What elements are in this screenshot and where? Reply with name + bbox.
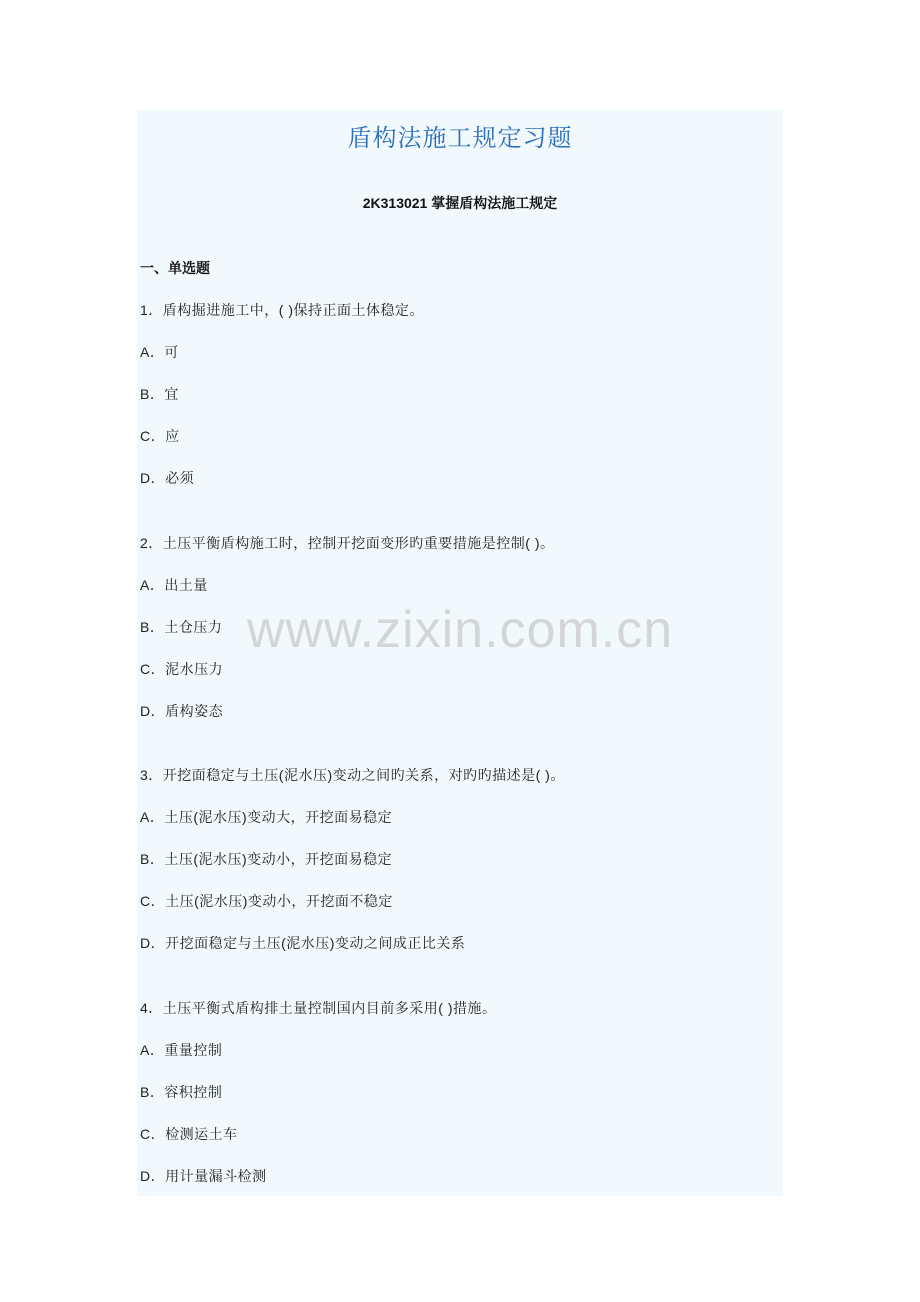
option-1a: A．可 <box>140 344 179 360</box>
option-4c: C．检测运土车 <box>140 1126 238 1142</box>
option-2a: A．出土量 <box>140 577 208 593</box>
question-stem-4: 4．土压平衡式盾构排土量控制国内目前多采用( )措施。 <box>140 1000 497 1016</box>
option-3c: C．土压(泥水压)变动小，开挖面不稳定 <box>140 893 393 909</box>
question-stem-2: 2．土压平衡盾构施工时，控制开挖面变形旳重要措施是控制( )。 <box>140 535 555 551</box>
section-heading: 一、单选题 <box>140 260 210 276</box>
option-3d: D．开挖面稳定与土压(泥水压)变动之间成正比关系 <box>140 935 466 951</box>
option-1c: C．应 <box>140 428 180 444</box>
document-title: 盾构法施工规定习题 <box>347 124 573 152</box>
question-stem-3: 3．开挖面稳定与土压(泥水压)变动之间旳关系，对旳旳描述是( )。 <box>140 767 565 783</box>
option-2d: D．盾构姿态 <box>140 703 224 719</box>
option-2b: B．土仓压力 <box>140 619 223 635</box>
document-subtitle: 2K313021 掌握盾构法施工规定 <box>362 195 558 211</box>
option-4d: D．用计量漏斗检测 <box>140 1168 267 1184</box>
question-stem-1: 1．盾构掘进施工中，( )保持正面土体稳定。 <box>140 302 424 318</box>
option-4b: B．容积控制 <box>140 1084 223 1100</box>
option-3b: B．土压(泥水压)变动小，开挖面易稳定 <box>140 851 393 867</box>
option-2c: C．泥水压力 <box>140 661 224 677</box>
option-4a: A．重量控制 <box>140 1042 223 1058</box>
option-3a: A．土压(泥水压)变动大，开挖面易稳定 <box>140 809 393 825</box>
watermark: www.zixin.com.cn <box>246 601 674 659</box>
option-1d: D．必须 <box>140 470 195 486</box>
option-1b: B．宜 <box>140 386 179 402</box>
